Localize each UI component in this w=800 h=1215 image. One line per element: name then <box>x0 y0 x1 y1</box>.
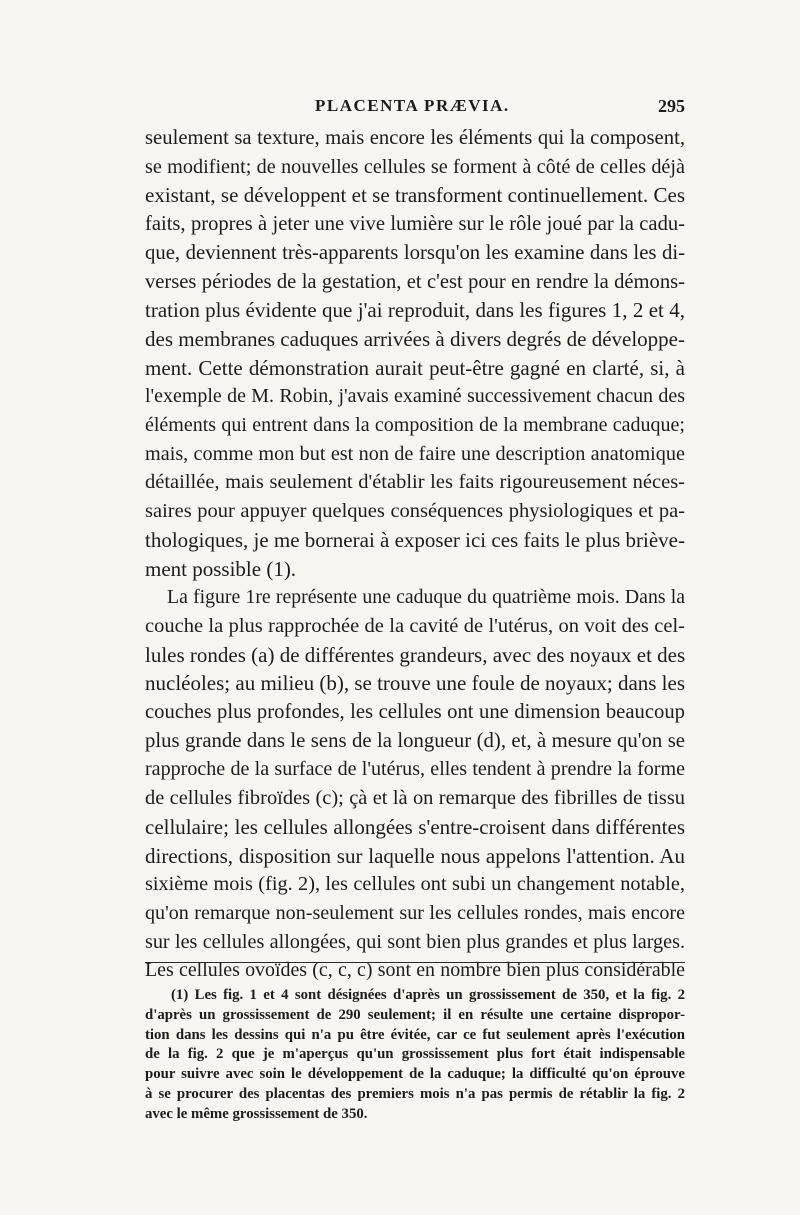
text-line: mais, comme mon but est non de faire une description anatomique <box>145 442 685 465</box>
text-line: que, deviennent très-apparents lorsqu'on les examine dans les di- <box>145 241 685 264</box>
footnote-line: avec le même grossissement de 350. <box>145 1105 368 1122</box>
text-line: existant, se développent et se transforment continuellement. Ces <box>145 183 685 208</box>
footnote <box>145 986 685 1125</box>
page-number: 295 <box>658 96 685 116</box>
text-line: sur les cellules allongées, qui sont bien plus grandes et plus larges. <box>145 930 685 953</box>
text-line: directions, disposition sur laquelle nous appelons l'attention. Au <box>145 843 685 868</box>
footnote-line: tion dans les dessins qui n'a pu être évitée, car ce fut seulement après l'exécution <box>145 1026 685 1043</box>
text-line: qu'on remarque non-seulement sur les cellules rondes, mais encore <box>145 901 685 924</box>
text-line: couches plus profondes, les cellules ont une dimension beaucoup <box>145 701 685 724</box>
text-line: saires pour appuyer quelques conséquences physiologiques et pa- <box>145 500 685 523</box>
text-line: lules rondes (a) de différentes grandeurs, avec des noyaux et des <box>145 642 686 667</box>
text-line: couche la plus rapprochée de la cavité de l'utérus, on voit des cel- <box>145 614 685 637</box>
text-line: détaillée, mais seulement d'établir les faits rigoureusement néces- <box>145 471 685 494</box>
text-line: rapproche de la surface de l'utérus, elles tendent à prendre la forme <box>145 758 685 781</box>
footnote-line: (1) Les fig. 1 et 4 sont désignées d'après un grossissement de 350, et la fig. 2 <box>171 987 685 1003</box>
text-line: Les cellules ovoïdes (c, c, c) sont en nombre bien plus considérable <box>145 959 685 982</box>
text-line: La figure 1re représente une caduque du quatrième mois. Dans la <box>167 586 685 609</box>
text-line: plus grande dans le sens de la longueur (d), et, à mesure qu'on se <box>145 728 685 752</box>
footnote-line: à se procurer des placentas des premiers mois n'a pas permis de rétablir la fig. 2 <box>145 1085 685 1102</box>
text-line: sixième mois (fig. 2), les cellules ont subi un changement notable, <box>145 873 685 896</box>
text-line: des membranes caduques arrivées à divers degrés de développe- <box>145 326 685 351</box>
text-line: l'exemple de M. Robin, j'avais examiné successivement chacun des <box>145 385 685 408</box>
text-line: ment possible (1). <box>145 556 297 581</box>
text-line: faits, propres à jeter une vive lumière sur le rôle joué par la cadu- <box>145 213 685 236</box>
text-line: cellulaire; les cellules allongées s'entre-croisent dans différentes <box>145 814 685 839</box>
running-title: PLACENTA PRÆVIA. <box>315 96 510 115</box>
text-line: se modifient; de nouvelles cellules se forment à côté de celles déjà <box>145 155 685 178</box>
footnote-divider <box>145 962 685 963</box>
text-line: tration plus évidente que j'ai reproduit, dans les figures 1, 2 et 4, <box>145 298 685 323</box>
page-header <box>145 96 685 122</box>
footnote-line: pour suivre avec soin le développement de la caduque; la difficulté qu'on éprouve <box>145 1066 685 1083</box>
text-line: nucléoles; au milieu (b), se trouve une foule de noyaux; dans les <box>145 671 686 696</box>
text-line: éléments qui entrent dans la composition de la membrane caduque; <box>145 414 685 437</box>
text-line: ment. Cette démonstration aurait peut-être gagné en clarté, si, à <box>145 355 685 380</box>
text-line: verses périodes de la gestation, et c'est pour en rendre la démons- <box>145 270 685 293</box>
text-line: de cellules fibroïdes (c); çà et là on remarque des fibrilles de tissu <box>145 787 685 810</box>
text-line: seulement sa texture, mais encore les éléments qui la composent, <box>145 127 685 149</box>
main-text <box>145 124 685 985</box>
footnote-line: de la fig. 2 que je m'aperçus qu'un grossissement plus fort était indispensable <box>145 1046 685 1063</box>
text-line: thologiques, je me bornerai à exposer ici ces faits le plus briève- <box>145 527 685 552</box>
footnote-line: d'après un grossissement de 290 seulement; il en résulte une certaine dispropor- <box>145 1006 685 1023</box>
